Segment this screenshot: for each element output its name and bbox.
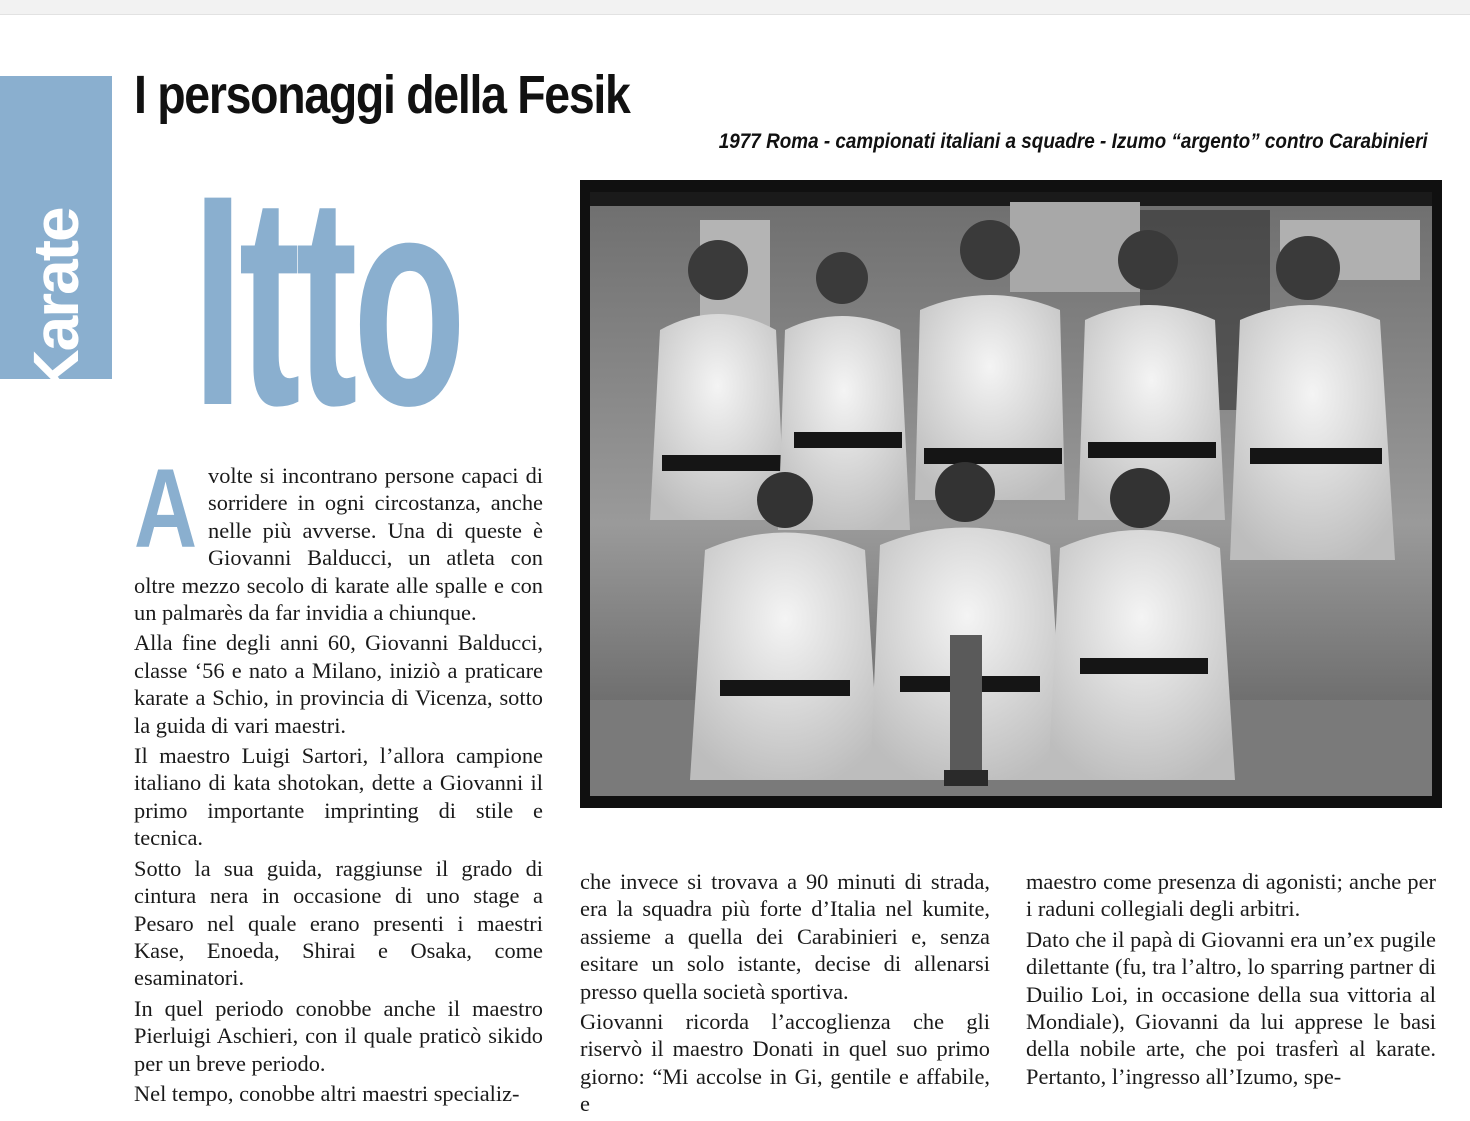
article-column-3 <box>1026 868 1436 1093</box>
drop-cap: A <box>134 446 198 571</box>
section-tab <box>0 76 112 396</box>
headline-word: Itto <box>192 132 462 468</box>
page-title: I personaggi della Fesik <box>134 65 630 125</box>
top-bar <box>0 0 1470 15</box>
paragraph: Alla fine degli anni 60, Giovanni Balducci, classe ‘56 e nato a Milano, iniziò a praticare karate a Schio, in provincia di Vicenza, sotto la guida di vari maestri. <box>134 630 543 738</box>
section-label: Karate <box>20 208 92 396</box>
paragraph: maestro come presenza di agonisti; anche per i raduni collegiali degli arbitri. <box>1026 869 1436 922</box>
team-photo <box>580 180 1442 808</box>
paragraph: Dato che il papà di Giovanni era un’ex pugile dilettante (fu, tra l’altro, lo sparring partner di Duilio Loi, in occasione della sua vittoria al Mondiale), Giovanni da lui apprese le basi della nobile arte, che poi trasferì al karate. Pertanto, l’ingresso all’Izumo, spe- <box>1026 926 1436 1089</box>
paragraph: che invece si trovava a 90 minuti di strada, era la squadra più forte d’Italia nel kumite, assieme a quella dei Carabinieri e, senza esitare un solo istante, decise di allenarsi presso quella società sportiva. <box>580 869 990 1004</box>
article-column-2 <box>580 868 990 1121</box>
paragraph: Il maestro Luigi Sartori, l’allora campione italiano di kata shotokan, dette a Giovanni il primo importante imprinting di stile e tecnica. <box>134 743 543 851</box>
paragraph: Sotto la sua guida, raggiunse il grado di cintura nera in occasione di uno stage a Pesaro nel quale erano presenti i maestri Kase, Enoeda, Shirai e Osaka, come esaminatori. <box>134 855 543 991</box>
paragraph <box>134 446 543 626</box>
article-column-1 <box>134 446 543 1110</box>
paragraph: In quel periodo conobbe anche il maestro Pierluigi Aschieri, con il quale praticò sikido per un breve periodo. <box>134 995 543 1076</box>
photo-caption: 1977 Roma - campionati italiani a squadre - Izumo “argento” contro Carabinieri <box>719 130 1428 153</box>
paragraph: Nel tempo, conobbe altri maestri specializ- <box>134 1080 520 1106</box>
paragraph-text: volte si incontrano persone capaci di sorridere in ogni circostanza, anche nelle più avverse. Una di queste è Giovanni Balducci, un atleta con oltre mezzo secolo di karate alle spalle e con un palmarès da far invidia a chiunque. <box>134 463 543 626</box>
paragraph: Giovanni ricorda l’accoglienza che gli riservò il maestro Donati in quel suo primo giorno: “Mi accolse in Gi, gentile e affabile, e <box>580 1009 990 1117</box>
team-photo-image <box>580 180 1442 808</box>
